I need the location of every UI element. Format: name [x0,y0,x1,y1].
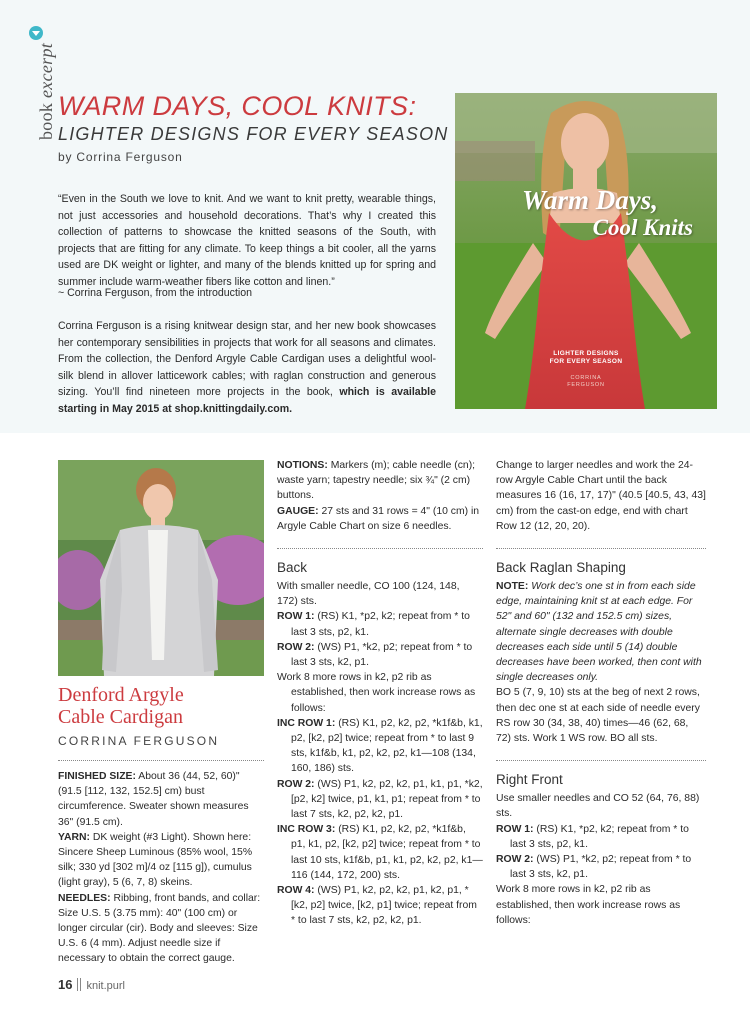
article-subtitle: LIGHTER DESIGNS FOR EVERY SEASON [58,124,449,144]
divider [58,760,264,761]
pattern-author: CORRINA FERGUSON [58,734,220,748]
right-front-row-2: ROW 2: (WS) P1, *k2, p2; repeat from * to last 3 sts, k2, p1. [496,854,692,881]
cover-subtitle: LIGHTER DESIGNS FOR EVERY SEASON [549,350,623,365]
availability-note: which is available starting in May 2015 at shop.knittingdaily.com. [58,386,437,415]
back-row-1: ROW 1: (RS) K1, *p2, k2; repeat from * to last 3 sts, p2, k1. [277,611,470,638]
quote-attribution: ~ Corrina Ferguson, from the introduction [58,287,253,299]
finished-size: FINISHED SIZE: About 36 (44, 52, 60)" (91.5 [112, 132, 152.5] cm) bust circumference. Sweater shown measures 36" (91.5 cm). [58,771,249,828]
pattern-column-3 [496,458,706,928]
intro-quote: “Even in the South we love to knit. And we want to knit pretty, wearable things, not just accessories and household decorations. That’s why I created this collection of patterns to showcase the knitted seasons of the South, with projects that are fitting for any climate. To keep things a bit cooler, all the yarns used are DK weight or lighter, and many of the blends knitted up for spring and summer include warm-weather fibers like cotton and linen.” [58,193,436,288]
divider [496,548,706,549]
right-front-heading: Right Front [496,772,563,788]
section-label: book excerpt [36,42,56,140]
divider [496,760,706,761]
right-front-row-1: ROW 1: (RS) K1, *p2, k2; repeat from * to last 3 sts, p2, k1. [496,823,689,850]
specs-column-1 [58,769,264,967]
cover-author: CORRINA FERGUSON [567,375,605,388]
back-rib: Work 8 more rows in k2, p2 rib as established, then work increase rows as follows: [277,672,476,714]
divider [277,548,483,549]
raglan-heading: Back Raglan Shaping [496,560,626,576]
raglan-body: BO 5 (7, 9, 10) sts at the beg of next 2 rows, then dec one st at each side of needle every RS row 30 (34, 38, 40) times—46 (62, 68, 72) sts. Work 1 WS row. BO all sts. [496,687,700,745]
article-byline: by Corrina Ferguson [58,150,183,164]
page-footer [58,977,125,992]
right-front-rib: Work 8 more rows in k2, p2 rib as established, then work increase rows as follows: [496,884,681,926]
cover-title-line2: Cool Knits [592,215,693,240]
footer-separator [77,978,81,991]
right-front-intro: Use smaller needles and CO 52 (64, 76, 88) sts. [496,793,700,820]
needles-spec: NEEDLES: Ribbing, front bands, and collar: Size U.S. 5 (3.75 mm): 40" (100 cm) or longer circular (cir). Body and sleeves: Size U.S. 6 (4 mm). Adjust needle size if necessary to obtain the correct gauge. [58,892,261,965]
gauge-spec: GAUGE: 27 sts and 31 rows = 4" (10 cm) in Argyle Cable Chart on size 6 needles. [277,505,480,532]
back-row-2b: ROW 2: (WS) P1, k2, p2, k2, p1, k1, p1, *k2, [p2, k2] twice, p1, k1, p1; repeat from * to last 7 sts, k2, p2, k2, p1. [277,778,483,821]
pattern-column-2 [277,458,483,929]
cover-title: Warm Days, [521,185,658,215]
pattern-title: Denford Argyle Cable Cardigan [58,684,184,728]
article-title: WARM DAYS, COOL KNITS: [58,91,417,121]
cardigan-photo-art [58,460,264,676]
back-continue: Change to larger needles and work the 24-row Argyle Cable Chart until the back measures 16 (16, 17, 17)" (40.5 [40.5, 43, 43] cm) from the cast-on edge, end with chart Row 12 (12, 20, 20). [496,460,706,532]
notions-spec: NOTIONS: Markers (m); cable needle (cn); waste yarn; tapestry needle; six ¾" (2 cm) buttons. [277,460,476,502]
back-row-4: ROW 4: (WS) P1, k2, p2, k2, p1, k2, p1, *[k2, p2] twice, [k2, p1] twice; repeat from * to last 7 sts, k2, p2, k2, p1. [277,885,477,927]
back-intro: With smaller needle, CO 100 (124, 148, 172) sts. [277,581,460,608]
yarn-spec: YARN: DK weight (#3 Light). Shown here: Sincere Sheep Luminous (85% wool, 15% silk; 330 yd [302 m]/4 oz [115 g]), cumulus (light gray), 5 (6, 7, 8) skeins. [58,831,253,889]
page-number: 16 [58,977,73,992]
book-cover-image [455,93,717,409]
raglan-note: NOTE: Work dec’s one st in from each side edge, maintaining knit st at each edge. For 52" and 60" (132 and 152.5 cm) sizes, alternate single decreases with double decreases each side until 5 (14) double decreases have been worked, then cont with single decreases only. [496,581,702,684]
back-heading: Back [277,560,308,576]
back-row-2: ROW 2: (WS) P1, *k2, p2; repeat from * to last 3 sts, k2, p1. [277,641,473,669]
chevron-down-icon [29,26,43,40]
back-inc-row-1: INC ROW 1: (RS) K1, p2, k2, p2, *k1f&b, k1, p2, [k2, p2] twice; repeat from * to last 9 sts, k1f&b, k1, p2, k2, p2, k1—108 (134, 160, 186) sts. [277,717,483,775]
publication-name: knit.purl [86,980,125,992]
author-bio: Corrina Ferguson is a rising knitwear design star, and her new book showcases her contemporary sensibilities in projects that work for all seasons and climates. From the collection, the Denford Argyle Cable Cardigan uses a delightful wool-silk blend in allover latticework cables; with raglan construction and generous sizing. You’ll find nineteen more projects in the book, which is available starting in May 2015 at shop.knittingdaily.com. [58,320,437,415]
cardigan-photo [58,460,264,676]
back-inc-row-3: INC ROW 3: (RS) K1, p2, k2, p2, *k1f&b, p1, k1, p2, [k2, p2] twice; repeat from * to last 10 sts, k1f&b, p1, k1, p2, k2, p2, k1—116 (144, 172, 200) sts. [277,824,483,881]
